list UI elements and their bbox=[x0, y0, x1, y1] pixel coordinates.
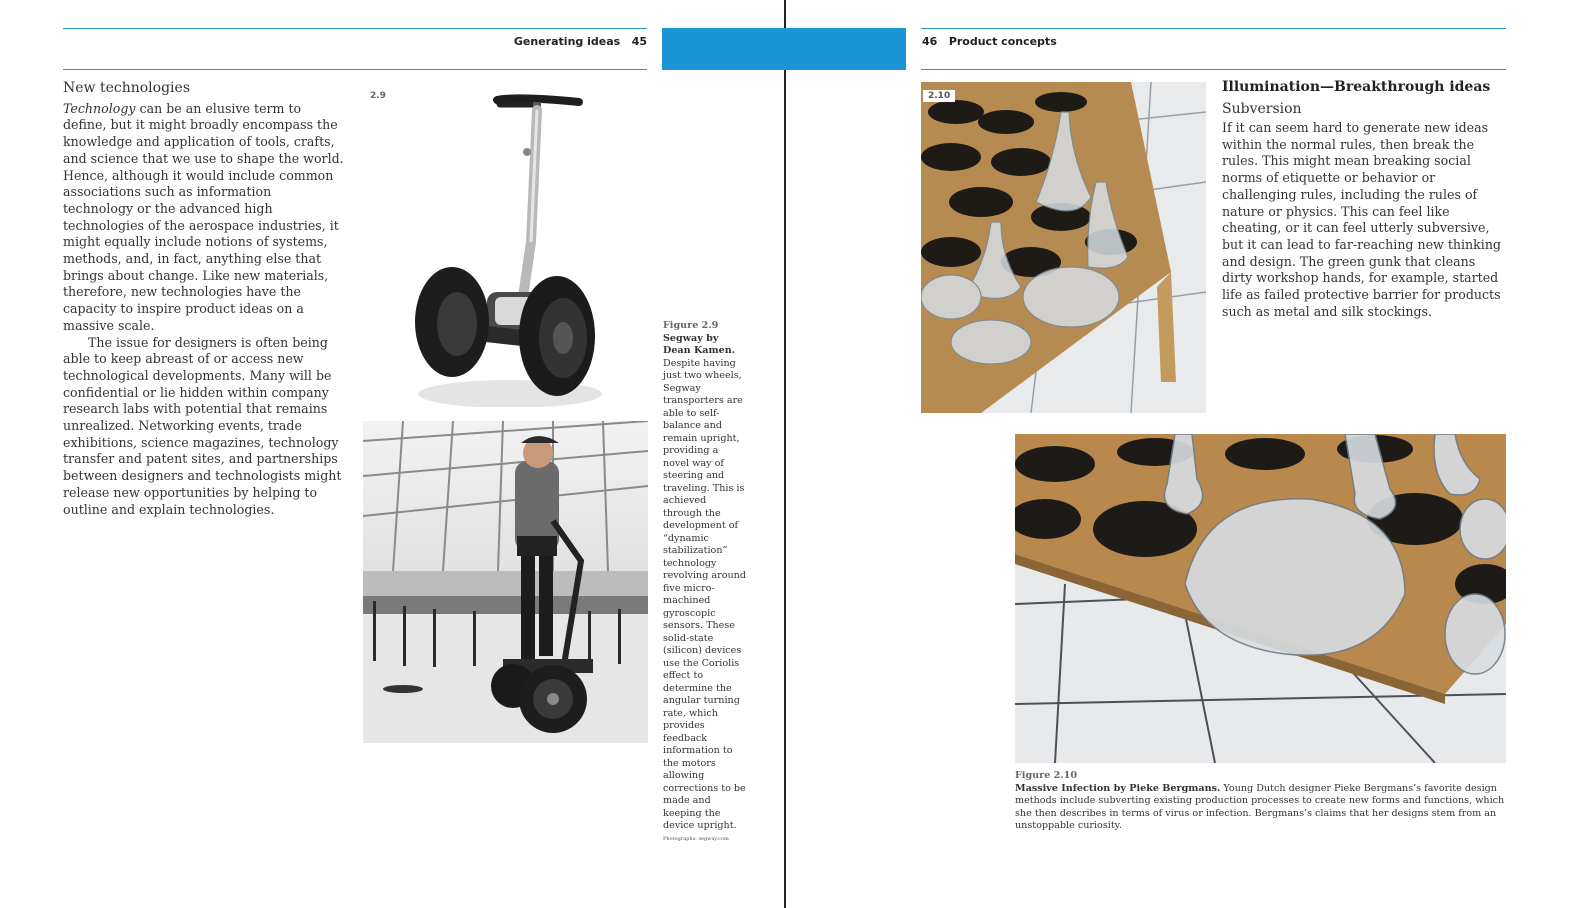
right-top-rule bbox=[921, 28, 1506, 29]
subheading-subversion: Subversion bbox=[1222, 101, 1302, 117]
left-running-head bbox=[514, 35, 647, 48]
right-bottom-rule bbox=[921, 69, 1506, 70]
left-top-rule bbox=[63, 28, 647, 29]
left-bottom-rule bbox=[63, 69, 647, 70]
section-heading-new-technologies: New technologies bbox=[63, 80, 190, 96]
figure-2-10-tag: 2.10 bbox=[923, 90, 955, 102]
massive-infection-image-1 bbox=[921, 82, 1206, 413]
figure-2-9-caption bbox=[663, 320, 747, 845]
figure-2-9-credit: Photographs: segway.com bbox=[663, 835, 729, 842]
right-running-title: Product concepts bbox=[948, 35, 1057, 48]
section-heading-illumination: Illumination—Breakthrough ideas bbox=[1222, 79, 1491, 95]
figure-2-10-label: Figure 2.10 bbox=[1015, 770, 1078, 781]
figure-2-9-body: Despite having just two wheels, Segway transporters are able to self-balance and remain upright, providing a novel way of steering and traveling. This is achieved through the development of “dynamic stabilization” technology revolving around five micro-machined gyroscopic sensors. These solid-state (silicon) devices use the Coriolis effect to determine the angular turning rate, which provides feedback information to the motors allowing corrections to be made and keeping the device upright. bbox=[663, 357, 746, 831]
accent-band bbox=[662, 28, 906, 70]
figure-2-9-tag: 2.9 bbox=[370, 91, 386, 101]
left-article bbox=[63, 80, 345, 518]
figure-2-10-caption bbox=[1015, 770, 1506, 833]
segway-product-image bbox=[395, 92, 620, 407]
figure-2-9-label: Figure 2.9 bbox=[663, 320, 719, 331]
segway-airport-image bbox=[363, 421, 648, 743]
subversion-paragraph: If it can seem hard to generate new ideas within the normal rules, then break the rules. This might mean breaking social norms of etiquette or behavior or challenging rules, including the rules of nature or physics. This can feel like cheating, or it can feel utterly subversive, but it can lead to far-reaching new thinking and design. The green gunk that cleans dirty workshop hands, for example, started life as failed protective barrier for products such as metal and silk stockings. bbox=[1222, 120, 1501, 319]
right-article bbox=[1222, 79, 1506, 320]
right-running-head bbox=[922, 35, 1057, 48]
figure-2-10-body: Young Dutch designer Pieke Bergmans’s favorite design methods include subverting existing production processes to create new forms and functions, which she then describes in terms of virus or infection. Bergmans’s claims that her designs stem from an unstoppable curiosity. bbox=[1015, 782, 1505, 831]
paragraph-1-body: can be an elusive term to define, but it might broadly encompass the knowledge and application of tools, crafts, and science that we use to shape the world. Hence, although it would include common associations such as information technology or the advanced high technologies of the aerospace industries, it might equally include notions of systems, methods, and, in fact, anything else that brings about change. Like new materials, therefore, new technologies have the capacity to inspire product ideas on a massive scale. bbox=[63, 100, 344, 333]
massive-infection-image-2 bbox=[1015, 434, 1506, 763]
right-page-number: 46 bbox=[922, 35, 938, 48]
left-page-number: 45 bbox=[631, 35, 647, 48]
paragraph-1 bbox=[63, 101, 345, 335]
figure-2-10-title: Massive Infection by Pieke Bergmans. bbox=[1015, 782, 1221, 794]
paragraph-1-lead: Technology bbox=[63, 100, 136, 116]
paragraph-2: The issue for designers is often being able to keep abreast of or access new technological developments. Many will be confidential or lie hidden within company research labs with potential that remains unrealized. Networking events, trade exhibitions, science magazines, technology transfer and patent sites, and partnerships between designers and technologists might release new opportunities by helping to outline and explain technologies. bbox=[63, 334, 342, 517]
page-spine bbox=[784, 0, 786, 908]
left-running-title: Generating ideas bbox=[513, 35, 621, 48]
figure-2-9-title: Segway by Dean Kamen. bbox=[663, 332, 736, 356]
